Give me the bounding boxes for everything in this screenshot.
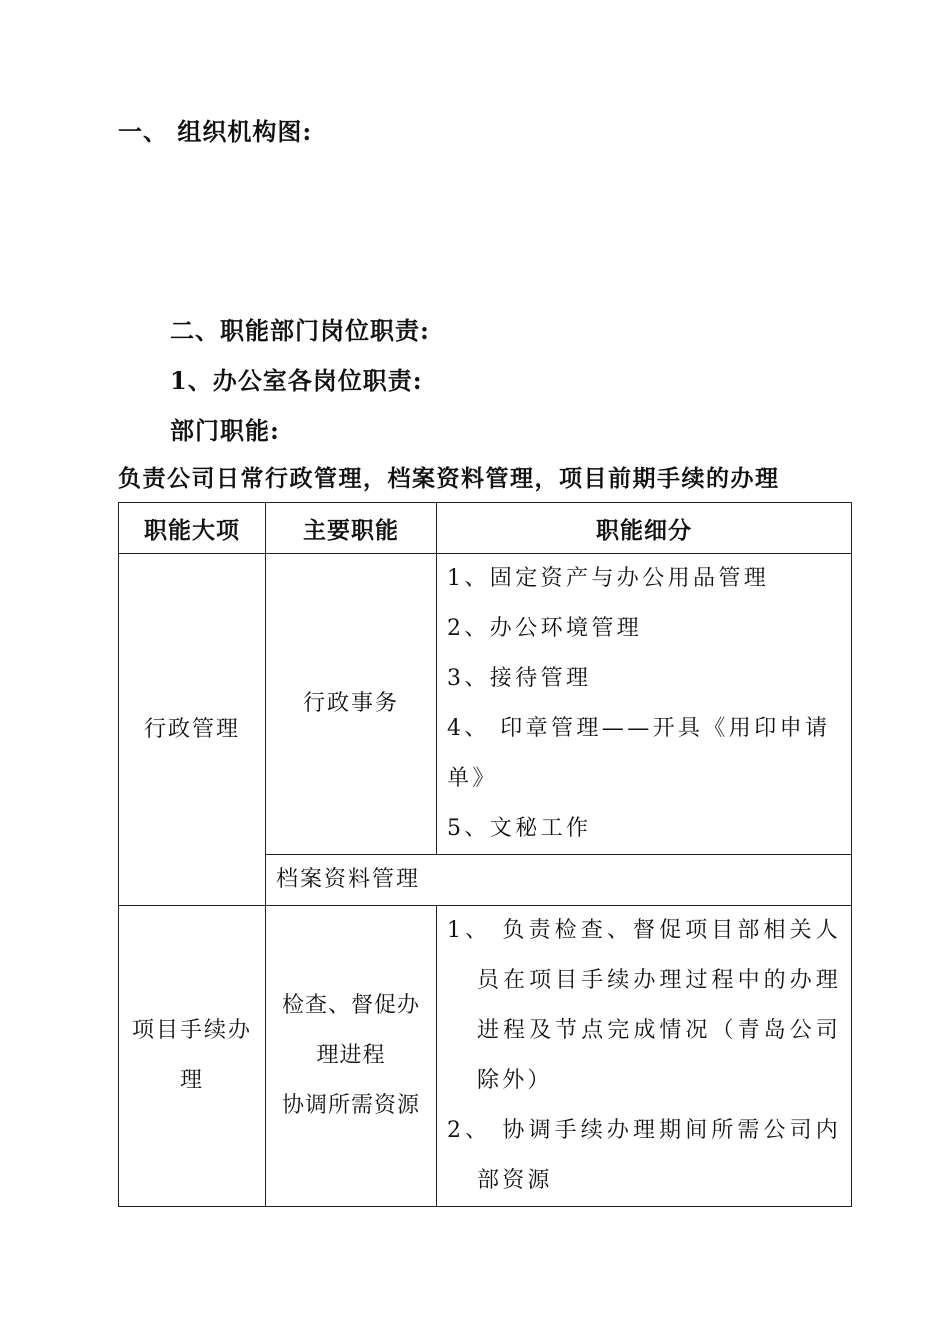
dept-function-label: 部门职能:: [170, 416, 280, 445]
table-row: [119, 906, 852, 1207]
header-detail: 职能细分: [437, 503, 852, 554]
header-category: 职能大项: [119, 503, 266, 554]
table-row: [119, 554, 852, 855]
list-item: 5、文秘工作: [447, 816, 592, 841]
project-main-line1: 检查、督促办理进程: [281, 993, 420, 1068]
cell-admin-category: 行政管理: [119, 554, 266, 906]
list-item: 1、 负责检查、督促项目部相关人员在项目手续办理过程中的办理进程及节点完成情况（青岛公司除外）: [447, 918, 841, 1093]
project-main-line2: 协调所需资源: [281, 1093, 420, 1118]
duty-table: [118, 502, 852, 1207]
table-header-row: [119, 503, 852, 554]
cell-project-main: [266, 906, 437, 1207]
cell-project-category: [119, 906, 266, 1207]
list-item: 1、固定资产与办公用品管理: [447, 566, 770, 591]
cell-archive-management: 档案资料管理: [266, 855, 852, 906]
list-item: 2、办公环境管理: [447, 616, 643, 641]
list-item: 4、 印章管理——开具《用印申请单》: [447, 716, 831, 791]
subsection-title-office: 1、办公室各岗位职责:: [170, 366, 423, 395]
list-item: 3、接待管理: [447, 666, 592, 691]
cell-project-details: [437, 906, 852, 1207]
header-main-function: 主要职能: [266, 503, 437, 554]
section-title-org-chart: 一、 组织机构图:: [118, 117, 313, 146]
list-item: 2、 协调手续办理期间所需公司内部资源: [447, 1118, 841, 1193]
cell-admin-main: 行政事务: [266, 554, 437, 855]
dept-function-description: 负责公司日常行政管理，档案资料管理，项目前期手续的办理: [118, 465, 780, 492]
section-title-duties: 二、职能部门岗位职责:: [170, 316, 430, 345]
project-category-text: 项目手续办理: [131, 1018, 252, 1093]
cell-admin-details: [437, 554, 852, 855]
